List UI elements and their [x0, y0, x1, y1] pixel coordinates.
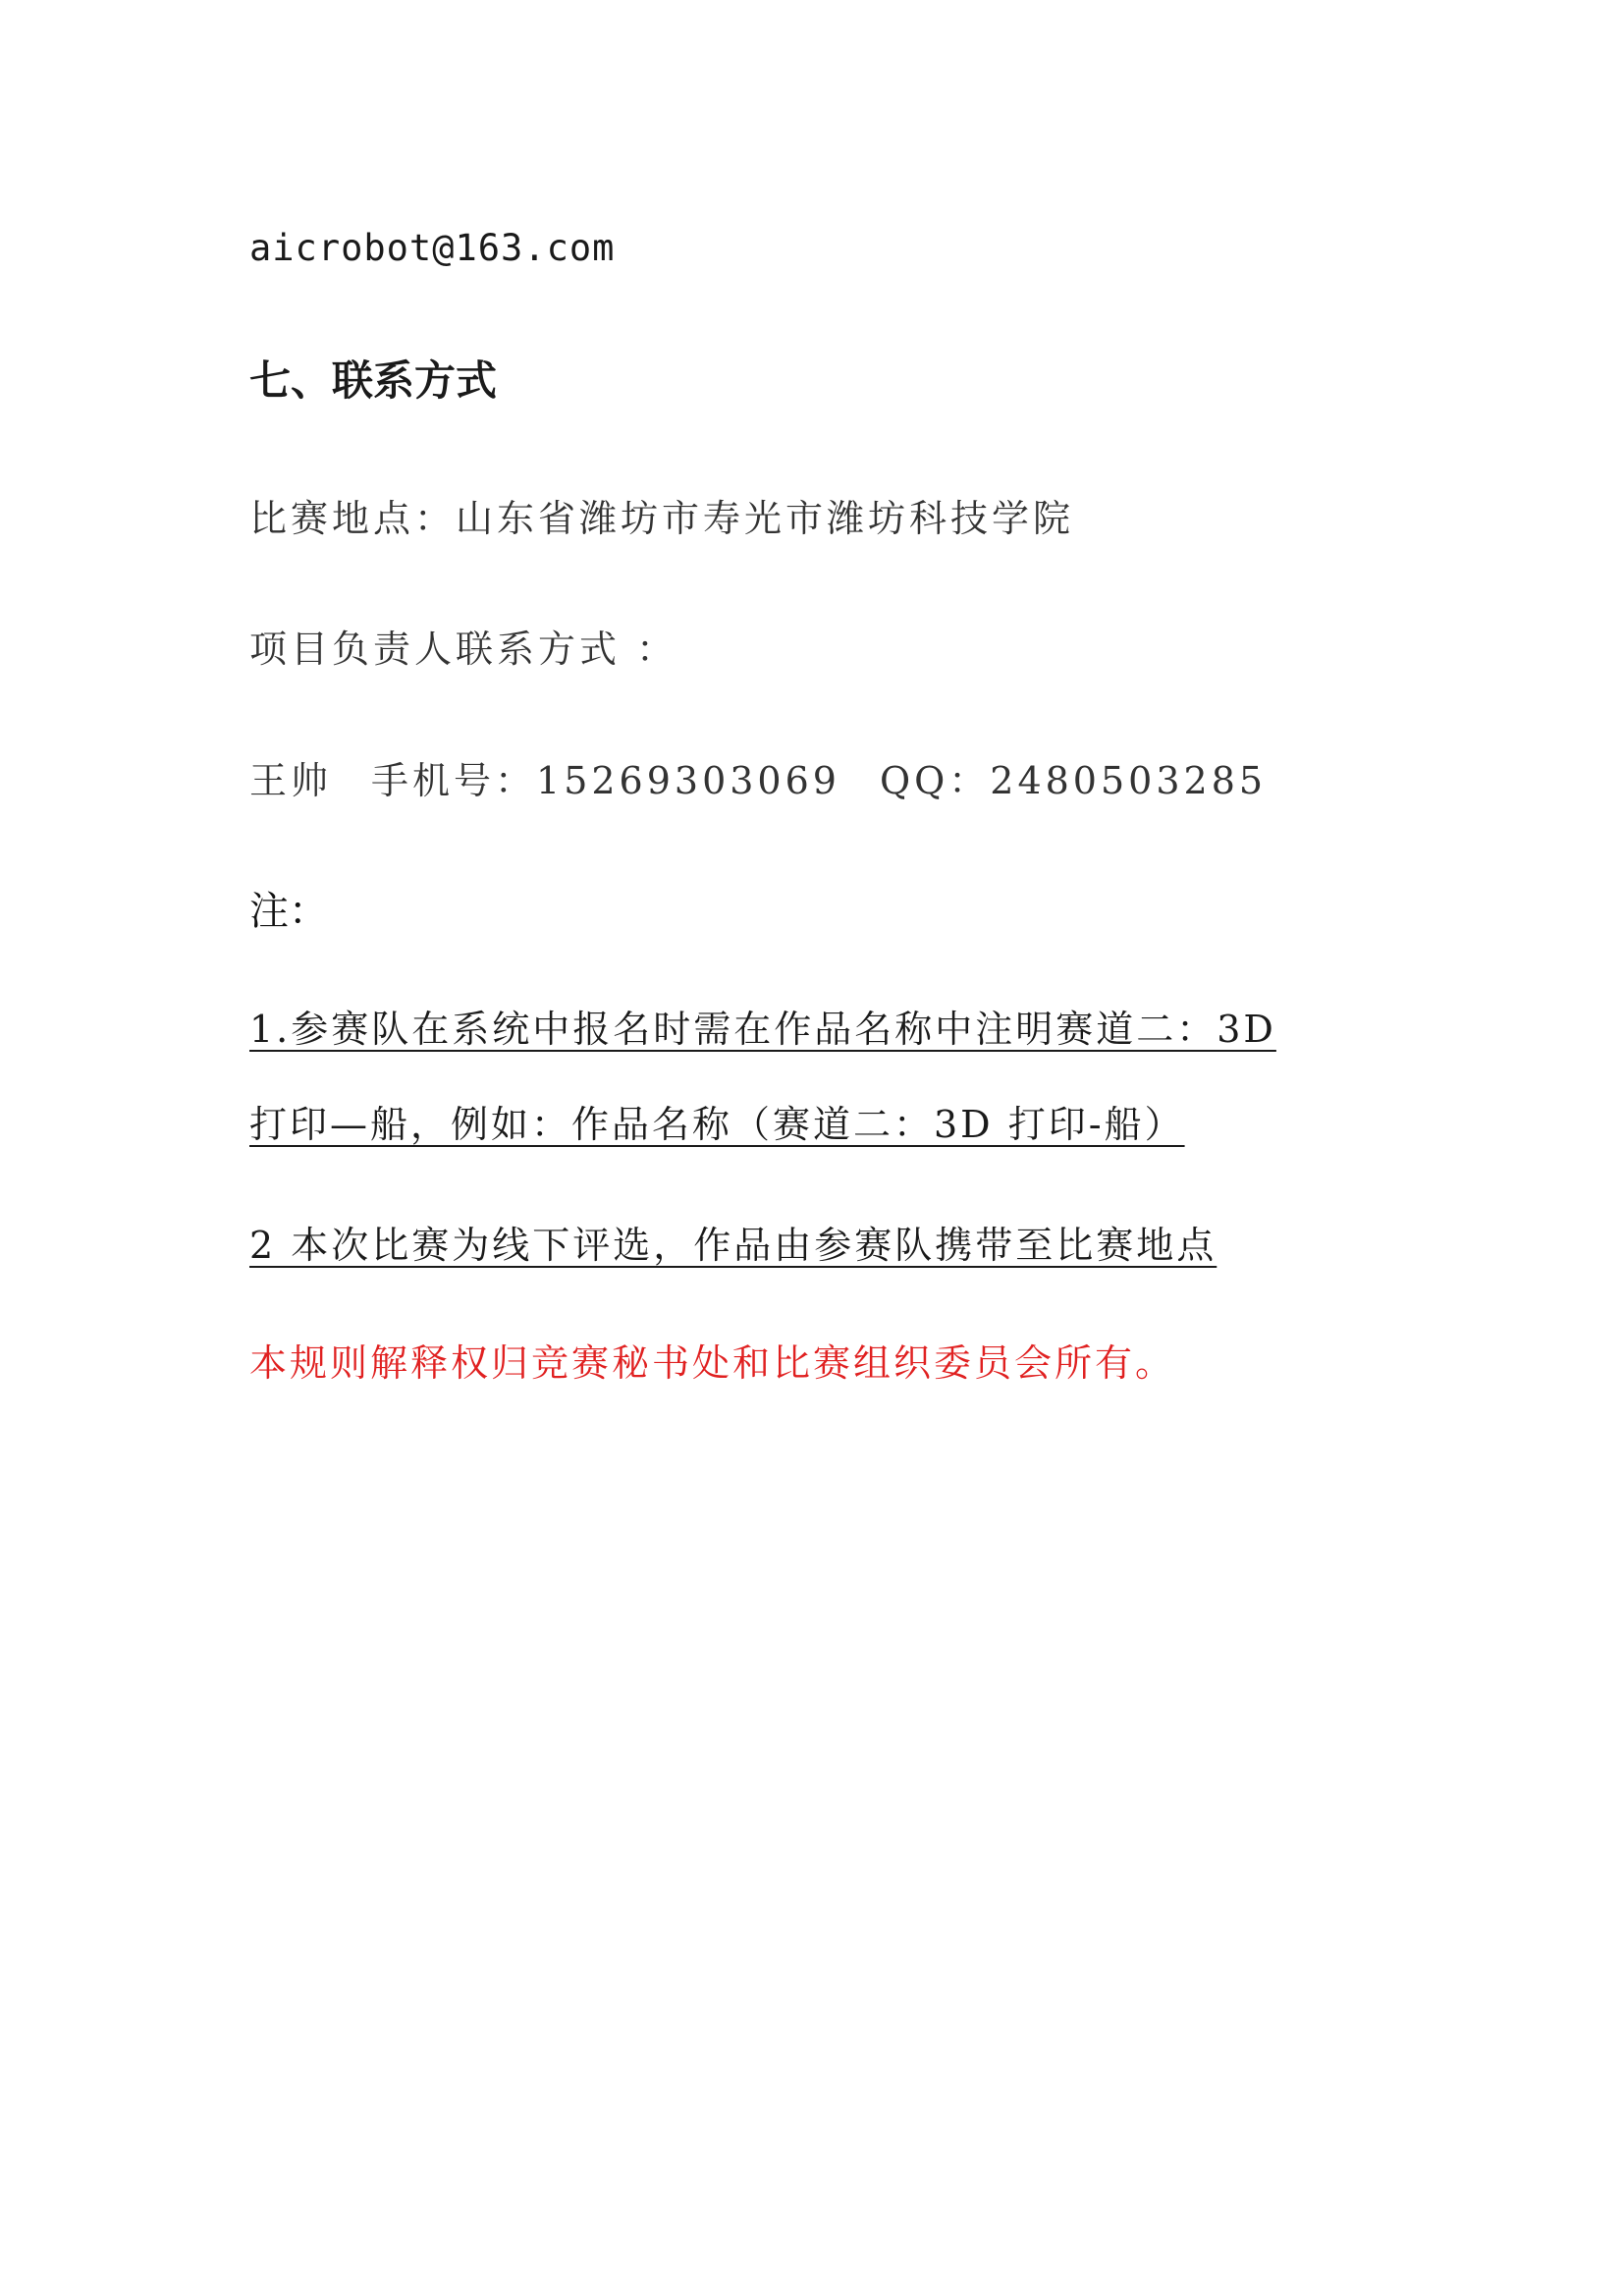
contact-phone: 手机号：15269303069	[371, 759, 840, 802]
venue-text: 比赛地点：山东省潍坊市寿光市潍坊科技学院	[249, 497, 1075, 540]
email-text: aicrobot@163.com	[249, 227, 616, 269]
note-label: 注：	[249, 889, 328, 934]
rights-statement: 本规则解释权归竞赛秘书处和比赛组织委员会所有。	[249, 1341, 1176, 1385]
section-heading: 七、联系方式	[249, 356, 498, 405]
contact-qq: QQ：2480503285	[879, 759, 1268, 802]
note2-text: 2 本次比赛为线下评选，作品由参赛队携带至比赛地点	[249, 1224, 1217, 1267]
note1-line1: 1.参赛队在系统中报名时需在作品名称中注明赛道二：3D	[249, 1008, 1276, 1051]
contact-name: 王帅	[249, 759, 333, 802]
contact-details-line	[249, 758, 1267, 803]
note1-line2: 打印—船，例如：作品名称（赛道二：3D 打印-船）	[249, 1103, 1185, 1146]
contact-intro-text: 项目负责人联系方式 ：	[249, 628, 678, 671]
